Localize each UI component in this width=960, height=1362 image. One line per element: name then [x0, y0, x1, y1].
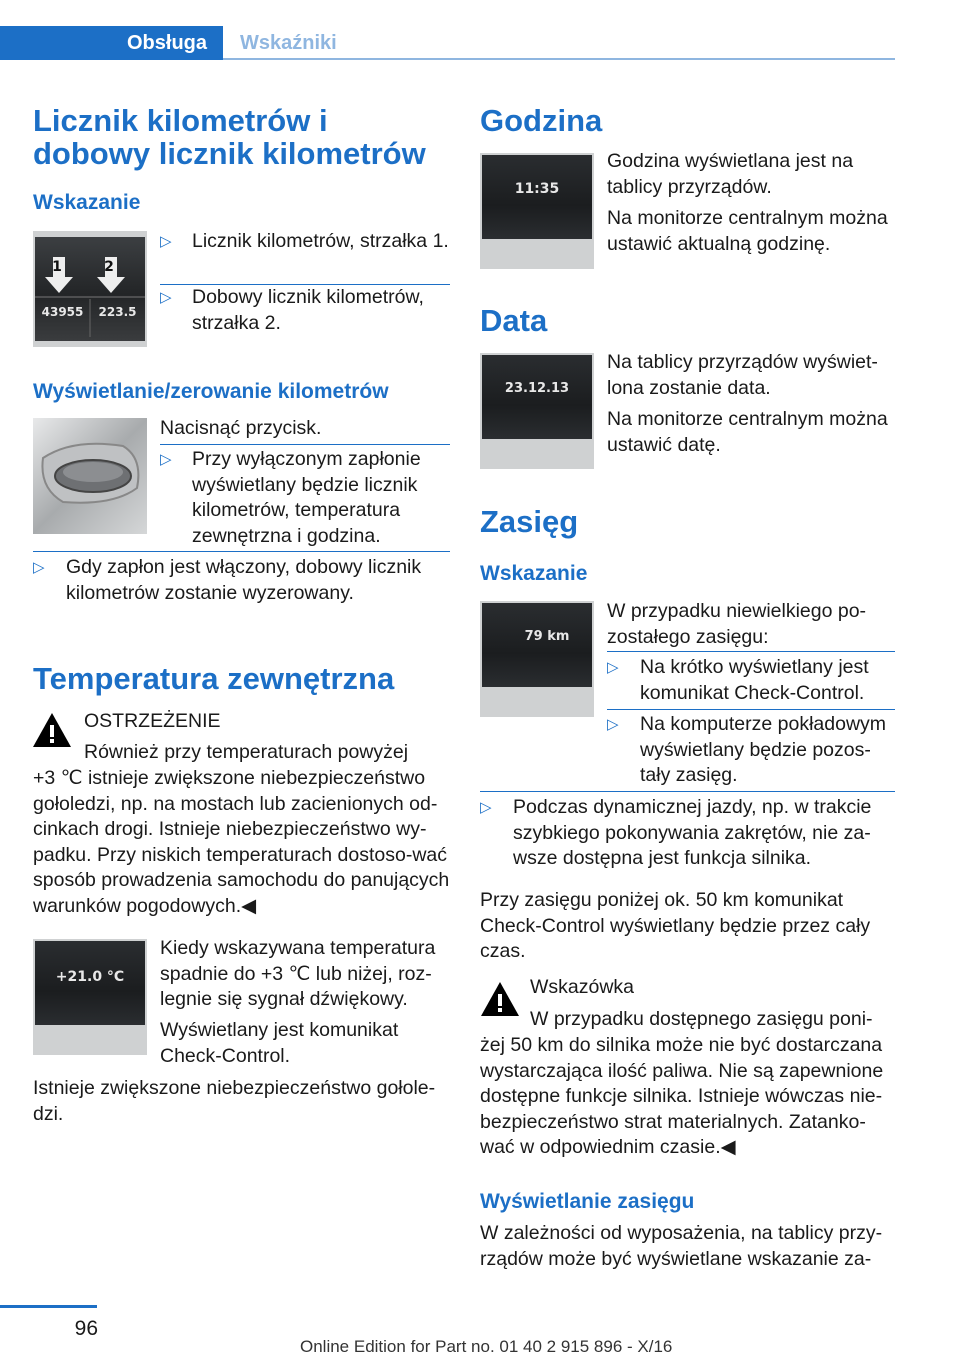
list-item: ▷ Przy wyłączonym zapłonie wyświetlany będzie licznik kilometrów, temperatura zewnętrzna i godzina.: [160, 448, 421, 547]
divider: [160, 444, 450, 445]
temp-text-3: Istnieje zwiększone niebezpieczeństwo gołole-dzi.: [33, 1077, 436, 1125]
range-value: 79 km: [524, 629, 570, 644]
temperature-heading: Temperatura zewnętrzna: [33, 661, 395, 696]
range-heading: Zasięg: [480, 504, 579, 539]
temp-text-2: Wyświetlany jest komunikat Check-Control.: [160, 1019, 399, 1067]
odometer-button-image: [33, 418, 147, 534]
bullet-triangle-icon: ▷: [160, 289, 172, 306]
date-text-1: Na tablicy przyrządów wyświet-lona zostanie data.: [607, 351, 878, 399]
clock-display-image: [480, 153, 594, 269]
footer-rule: [0, 1305, 97, 1308]
trip-odometer-value: 223.5: [98, 305, 137, 319]
divider: [607, 651, 895, 652]
odometer-arrows-graphic: [35, 237, 145, 341]
list-item: ▷ Licznik kilometrów, strzałka 1.: [160, 229, 450, 281]
range-text: Przy zasięgu poniżej ok. 50 km komunikat Check-Control wyświetlany będzie przez cały czas.: [480, 889, 871, 962]
clock-text-1: Godzina wyświetlana jest na tablicy przyrządów.: [607, 150, 854, 198]
list-item: ▷ Dobowy licznik kilometrów, strzałka 2.: [160, 286, 424, 334]
odometer-value: 43955: [41, 305, 84, 319]
divider: [607, 709, 895, 710]
odometer-heading: Licznik kilometrów i dobowy licznik kilometrów: [33, 103, 426, 171]
note-title: Wskazówka: [530, 976, 635, 998]
list-item: ▷ Na komputerze pokładowym wyświetlany będzie pozos-tały zasięg.: [607, 713, 887, 786]
warning-first-line: Również przy temperaturach powyżej: [84, 741, 409, 763]
range-subheading: Wskazanie: [480, 562, 588, 585]
bullet-triangle-icon: ▷: [607, 716, 619, 733]
list-item: ▷ Na krótko wyświetlany jest komunikat Check-Control.: [607, 656, 869, 704]
tab-obsluga[interactable]: Obsługa: [0, 26, 223, 60]
reset-button-graphic: [33, 418, 147, 534]
arrow-2-label: 2: [104, 259, 114, 275]
bullet-triangle-icon: ▷: [607, 659, 619, 676]
bullet-triangle-icon: ▷: [33, 559, 45, 576]
date-display-image: [480, 353, 594, 469]
date-heading: Data: [480, 303, 548, 338]
note-first-line: W przypadku dostępnego zasięgu poni-: [530, 1008, 873, 1030]
odometer-display-image: [33, 231, 147, 347]
bullet-triangle-icon: ▷: [480, 799, 492, 816]
date-text-2: Na monitorze centralnym można ustawić datę.: [607, 408, 888, 456]
date-value: 23.12.13: [504, 381, 570, 396]
temperature-value: +21.0 °C: [55, 969, 125, 985]
tab-wskazniki[interactable]: Wskaźniki: [240, 32, 337, 54]
divider: [33, 551, 450, 552]
page-number: 96: [74, 1317, 98, 1340]
temperature-display-image: [33, 939, 147, 1055]
clock-value: 11:35: [514, 181, 560, 197]
edition-text: Online Edition for Part no. 01 40 2 915 896 - X/16: [300, 1337, 673, 1356]
bullet-triangle-icon: ▷: [160, 451, 172, 468]
list-item: ▷ Gdy zapłon jest włączony, dobowy licznik kilometrów zostanie wyzerowany.: [33, 556, 422, 604]
clock-heading: Godzina: [480, 103, 603, 138]
warning-icon: [479, 979, 521, 1019]
warning-body: +3 ℃ istnieje zwiększone niebezpieczeństwo gołoledzi, np. na mostach lub zacienionych od-cinkach drogi. Istnieje niebezpieczeństwo wy-padku. Przy niskich temperaturach dostoso-wać sposób prowadzenia samochodu do panujących warunków pogodowych.◀: [33, 767, 450, 917]
range-display-heading: Wyświetlanie zasięgu: [480, 1190, 695, 1213]
warning-title: OSTRZEŻENIE: [84, 710, 221, 732]
press-button-text: Nacisnąć przycisk.: [160, 417, 322, 439]
temp-text-1: Kiedy wskazywana temperatura spadnie do +3 ℃ lub niżej, roz-legnie się sygnał dźwiękowy.: [160, 937, 436, 1010]
section-header: [0, 26, 895, 60]
bullet-triangle-icon: ▷: [160, 233, 172, 250]
range-display-text: W zależności od wyposażenia, na tablicy przy-rządów może być wyświetlane wskazanie za-: [480, 1222, 883, 1270]
display-reset-heading: Wyświetlanie/zerowanie kilometrów: [33, 380, 389, 403]
odometer-subheading: Wskazanie: [33, 191, 141, 214]
range-intro: W przypadku niewielkiego po-zostałego zasięgu:: [607, 600, 867, 648]
note-body: żej 50 km do silnika może nie być dostarczana wystarczająca ilość paliwa. Nie są zapewnione dostępne funkcje silnika. Istnieje wówczas nie-bezpieczeństwo strat materialnych. Zatanko-wać w odpowiednim czasie.◀: [480, 1034, 884, 1158]
clock-text-2: Na monitorze centralnym można ustawić aktualną godzinę.: [607, 207, 888, 255]
arrow-1-label: 1: [52, 259, 62, 275]
list-item: ▷ Podczas dynamicznej jazdy, np. w trakcie szybkiego pokonywania zakrętów, nie za-wsze dostępna jest funkcja silnika.: [480, 796, 872, 869]
warning-icon: [31, 710, 73, 750]
header-rule: [223, 58, 895, 60]
range-display-image: [480, 601, 594, 717]
divider: [480, 791, 895, 792]
